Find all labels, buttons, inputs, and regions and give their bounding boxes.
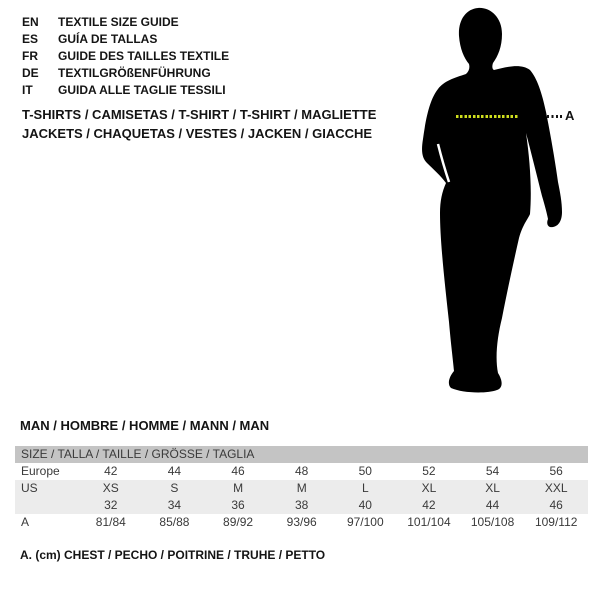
category-titles: [22, 105, 376, 143]
table-cell: 42: [104, 464, 118, 478]
lang-label: GUIDA ALLE TAGLIE TESSILI: [58, 82, 226, 97]
measurement-label-a: A: [565, 108, 575, 123]
lang-row-it: [22, 81, 229, 98]
table-cell: XS: [102, 481, 119, 495]
table-cell: 97/100: [346, 515, 384, 529]
table-cell: 109/112: [534, 515, 578, 529]
lang-code: ES: [22, 31, 39, 46]
lang-code: FR: [22, 48, 38, 63]
table-cell: 48: [295, 464, 309, 478]
row-label: A: [21, 515, 30, 529]
table-cell: 44: [167, 464, 182, 478]
lang-label: GUÍA DE TALLAS: [58, 31, 158, 46]
table-cell: L: [361, 481, 369, 495]
table-cell: 46: [231, 464, 245, 478]
table-cell: 93/96: [286, 515, 317, 529]
row-label: Europe: [21, 464, 60, 478]
table-cell: 46: [549, 498, 563, 512]
table-cell: S: [170, 481, 179, 495]
language-list: [22, 13, 229, 98]
lang-code: IT: [22, 82, 33, 97]
size-table: [15, 446, 588, 531]
chest-measurement-line: [456, 115, 518, 118]
table-cell: 52: [422, 464, 436, 478]
table-cell: 105/108: [470, 515, 515, 529]
category-line-jackets: JACKETS / CHAQUETAS / VESTES / JACKEN / GIACCHE: [22, 126, 373, 141]
table-cell: 40: [358, 498, 372, 512]
table-row-us: [15, 480, 588, 497]
table-cell: 32: [104, 498, 118, 512]
table-row-chest-a: [15, 514, 588, 531]
table-cell: 42: [422, 498, 436, 512]
table-cell: 36: [231, 498, 245, 512]
lang-row-en: [22, 13, 229, 30]
lang-code: DE: [22, 65, 39, 80]
table-cell: M: [233, 481, 244, 495]
table-cell: XL: [421, 481, 437, 495]
table-cell: XL: [485, 481, 500, 495]
table-cell: 38: [295, 498, 309, 512]
lang-row-fr: [22, 47, 229, 64]
chest-measure-footnote: A. (cm) CHEST / PECHO / POITRINE / TRUHE / PETTO: [20, 548, 326, 562]
lang-label: GUIDE DES TAILLES TEXTILE: [58, 48, 230, 63]
table-cell: 101/104: [407, 515, 451, 529]
row-label: [15, 497, 79, 514]
table-row-us-numeric: [15, 497, 588, 514]
table-cell: 54: [485, 464, 500, 478]
lang-label: TEXTILGRÖßENFÜHRUNG: [58, 65, 211, 80]
section-title-man: MAN / HOMBRE / HOMME / MANN / MAN: [20, 418, 270, 433]
man-silhouette: [390, 0, 600, 400]
category-line-tshirts: T-SHIRTS / CAMISETAS / T-SHIRT / T-SHIRT / MAGLIETTE: [22, 107, 377, 122]
table-cell: 44: [485, 498, 500, 512]
size-table-header: SIZE / TALLA / TAILLE / GRÖSSE / TAGLIA: [15, 446, 588, 463]
measurement-leader-line: [547, 115, 562, 118]
row-label: US: [21, 481, 38, 495]
table-cell: 50: [358, 464, 372, 478]
table-cell: M: [296, 481, 307, 495]
lang-label: TEXTILE SIZE GUIDE: [58, 14, 179, 29]
table-cell: 89/92: [223, 515, 254, 529]
lang-code: EN: [22, 14, 39, 29]
table-cell: XXL: [544, 481, 568, 495]
man-silhouette-svg: [390, 0, 600, 400]
lang-row-de: [22, 64, 229, 81]
table-row-europe: [15, 463, 588, 480]
lang-row-es: [22, 30, 229, 47]
table-cell: 56: [549, 464, 563, 478]
table-cell: 85/88: [159, 515, 190, 529]
table-cell: 81/84: [95, 515, 126, 529]
table-cell: 34: [167, 498, 182, 512]
